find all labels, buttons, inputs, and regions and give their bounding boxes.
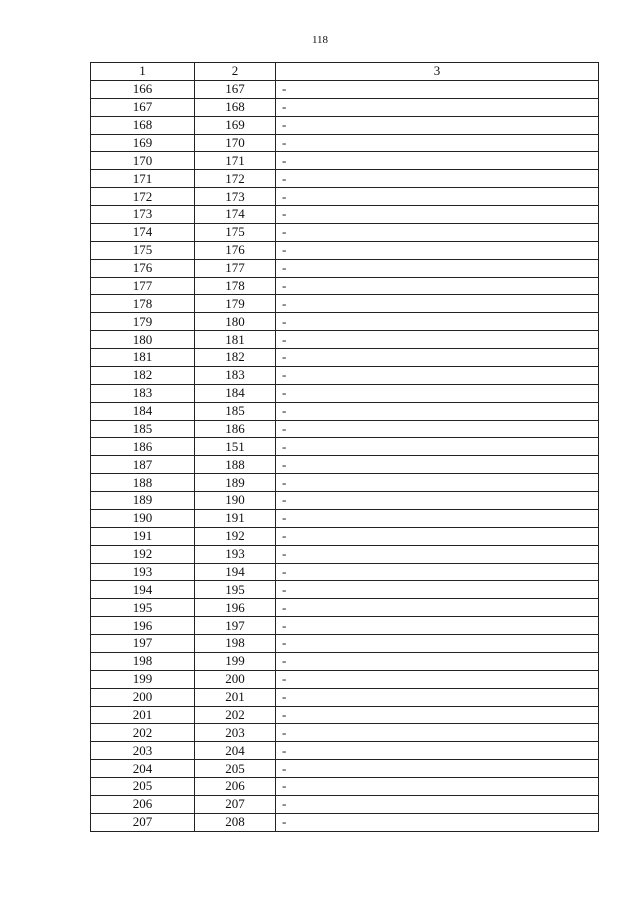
table-row	[91, 402, 599, 420]
table-cell-col-3: -	[276, 206, 599, 224]
table-cell-col-3: -	[276, 152, 599, 170]
table-cell-col-1: 198	[91, 652, 195, 670]
table-cell-col-3: -	[276, 170, 599, 188]
table-cell-col-2: 174	[195, 206, 276, 224]
table-cell-col-3: -	[276, 581, 599, 599]
table-cell-col-3: -	[276, 98, 599, 116]
table-cell-col-2: 197	[195, 617, 276, 635]
table-cell-col-3: -	[276, 438, 599, 456]
table-row	[91, 206, 599, 224]
table-cell-col-3: -	[276, 80, 599, 98]
table-cell-col-2: 207	[195, 795, 276, 813]
table-row	[91, 241, 599, 259]
table-cell-col-1: 199	[91, 670, 195, 688]
table-row	[91, 527, 599, 545]
table-cell-col-1: 181	[91, 349, 195, 367]
table-cell-col-1: 195	[91, 599, 195, 617]
table-cell-col-1: 188	[91, 474, 195, 492]
table-cell-col-3: -	[276, 366, 599, 384]
table-cell-col-2: 170	[195, 134, 276, 152]
table-cell-col-1: 179	[91, 313, 195, 331]
table-cell-col-2: 194	[195, 563, 276, 581]
table-cell-col-2: 202	[195, 706, 276, 724]
table-cell-col-2: 199	[195, 652, 276, 670]
table-row	[91, 313, 599, 331]
table-cell-col-1: 171	[91, 170, 195, 188]
table-cell-col-2: 185	[195, 402, 276, 420]
table-cell-col-3: -	[276, 778, 599, 796]
table-cell-col-3: -	[276, 241, 599, 259]
table-cell-col-2: 169	[195, 116, 276, 134]
table-cell-col-3: -	[276, 688, 599, 706]
table-cell-col-3: -	[276, 116, 599, 134]
table-cell-col-3: -	[276, 813, 599, 831]
table-cell-col-1: 205	[91, 778, 195, 796]
table-row	[91, 652, 599, 670]
table-cell-col-1: 168	[91, 116, 195, 134]
table-cell-col-3: -	[276, 635, 599, 653]
table-cell-col-2: 191	[195, 509, 276, 527]
table-cell-col-2: 190	[195, 492, 276, 510]
table-cell-col-2: 203	[195, 724, 276, 742]
table-row	[91, 438, 599, 456]
table-cell-col-2: 178	[195, 277, 276, 295]
table-cell-col-3: -	[276, 474, 599, 492]
table-cell-col-1: 174	[91, 223, 195, 241]
table-row	[91, 617, 599, 635]
table-cell-col-1: 172	[91, 188, 195, 206]
table-cell-col-1: 202	[91, 724, 195, 742]
table-cell-col-2: 204	[195, 742, 276, 760]
table-row	[91, 152, 599, 170]
table-cell-col-3: -	[276, 223, 599, 241]
table-cell-col-1: 184	[91, 402, 195, 420]
table-cell-col-1: 203	[91, 742, 195, 760]
table-cell-col-1: 182	[91, 366, 195, 384]
table-row	[91, 420, 599, 438]
table-cell-col-1: 197	[91, 635, 195, 653]
table-cell-col-2: 206	[195, 778, 276, 796]
table-cell-col-3: -	[276, 134, 599, 152]
page-number: 118	[311, 34, 329, 46]
table-row	[91, 581, 599, 599]
table-cell-col-2: 184	[195, 384, 276, 402]
table-row	[91, 98, 599, 116]
table-cell-col-1: 167	[91, 98, 195, 116]
table-row	[91, 545, 599, 563]
table-cell-col-1: 204	[91, 760, 195, 778]
table-cell-col-3: -	[276, 456, 599, 474]
table-cell-col-3: -	[276, 259, 599, 277]
table-cell-col-3: -	[276, 742, 599, 760]
table-row	[91, 599, 599, 617]
table-cell-col-3: -	[276, 724, 599, 742]
table-cell-col-3: -	[276, 509, 599, 527]
header-col-1: 1	[91, 63, 195, 81]
table-row	[91, 492, 599, 510]
table-row	[91, 331, 599, 349]
table-cell-col-3: -	[276, 617, 599, 635]
table-row	[91, 742, 599, 760]
table-row	[91, 474, 599, 492]
table-cell-col-2: 183	[195, 366, 276, 384]
table-cell-col-1: 201	[91, 706, 195, 724]
document-table	[90, 62, 599, 832]
table-cell-col-1: 170	[91, 152, 195, 170]
table-cell-col-2: 180	[195, 313, 276, 331]
table-row	[91, 563, 599, 581]
table-cell-col-3: -	[276, 402, 599, 420]
table-cell-col-1: 169	[91, 134, 195, 152]
table-row	[91, 688, 599, 706]
table-row	[91, 509, 599, 527]
table-cell-col-2: 181	[195, 331, 276, 349]
table-cell-col-3: -	[276, 545, 599, 563]
table-cell-col-3: -	[276, 384, 599, 402]
table-cell-col-3: -	[276, 188, 599, 206]
table-cell-col-2: 168	[195, 98, 276, 116]
table-row	[91, 635, 599, 653]
table-cell-col-2: 196	[195, 599, 276, 617]
table-header	[91, 63, 599, 81]
table-cell-col-3: -	[276, 349, 599, 367]
table-cell-col-2: 198	[195, 635, 276, 653]
table-cell-col-1: 166	[91, 80, 195, 98]
table-cell-col-3: -	[276, 563, 599, 581]
table-cell-col-2: 177	[195, 259, 276, 277]
table-cell-col-2: 192	[195, 527, 276, 545]
table-row	[91, 724, 599, 742]
table-row	[91, 366, 599, 384]
table-row	[91, 170, 599, 188]
table-cell-col-3: -	[276, 277, 599, 295]
table-row	[91, 813, 599, 831]
table-row	[91, 456, 599, 474]
table-cell-col-2: 205	[195, 760, 276, 778]
table-row	[91, 778, 599, 796]
table-cell-col-1: 207	[91, 813, 195, 831]
table-cell-col-3: -	[276, 599, 599, 617]
table-cell-col-2: 193	[195, 545, 276, 563]
table-cell-col-2: 173	[195, 188, 276, 206]
table-cell-col-3: -	[276, 760, 599, 778]
table-cell-col-1: 189	[91, 492, 195, 510]
header-row	[91, 63, 599, 81]
table-row	[91, 277, 599, 295]
table-cell-col-2: 201	[195, 688, 276, 706]
table-cell-col-1: 187	[91, 456, 195, 474]
table-cell-col-2: 200	[195, 670, 276, 688]
table-cell-col-2: 172	[195, 170, 276, 188]
table-cell-col-3: -	[276, 295, 599, 313]
table-cell-col-3: -	[276, 652, 599, 670]
table-cell-col-1: 176	[91, 259, 195, 277]
table-cell-col-1: 177	[91, 277, 195, 295]
table-cell-col-1: 192	[91, 545, 195, 563]
table-cell-col-3: -	[276, 527, 599, 545]
table-cell-col-2: 171	[195, 152, 276, 170]
table-cell-col-2: 151	[195, 438, 276, 456]
table-row	[91, 223, 599, 241]
table-cell-col-3: -	[276, 331, 599, 349]
table-row	[91, 295, 599, 313]
table-cell-col-3: -	[276, 420, 599, 438]
table-cell-col-2: 179	[195, 295, 276, 313]
table-row	[91, 188, 599, 206]
table-cell-col-3: -	[276, 670, 599, 688]
header-col-3: 3	[276, 63, 599, 81]
table-cell-col-3: -	[276, 706, 599, 724]
table-cell-col-2: 182	[195, 349, 276, 367]
table-row	[91, 116, 599, 134]
table-row	[91, 706, 599, 724]
table-row	[91, 760, 599, 778]
table-cell-col-1: 193	[91, 563, 195, 581]
table-cell-col-2: 175	[195, 223, 276, 241]
table-cell-col-3: -	[276, 492, 599, 510]
table-cell-col-1: 185	[91, 420, 195, 438]
table-cell-col-2: 186	[195, 420, 276, 438]
table-row	[91, 384, 599, 402]
header-col-2: 2	[195, 63, 276, 81]
table-cell-col-1: 200	[91, 688, 195, 706]
table-cell-col-1: 178	[91, 295, 195, 313]
table-cell-col-1: 183	[91, 384, 195, 402]
table-cell-col-1: 196	[91, 617, 195, 635]
table-cell-col-1: 206	[91, 795, 195, 813]
table-cell-col-2: 195	[195, 581, 276, 599]
table-cell-col-1: 194	[91, 581, 195, 599]
table-cell-col-2: 189	[195, 474, 276, 492]
table-cell-col-2: 167	[195, 80, 276, 98]
table-cell-col-1: 180	[91, 331, 195, 349]
table-cell-col-1: 190	[91, 509, 195, 527]
table-cell-col-1: 191	[91, 527, 195, 545]
table-row	[91, 349, 599, 367]
table-cell-col-1: 173	[91, 206, 195, 224]
table-row	[91, 795, 599, 813]
table-cell-col-1: 175	[91, 241, 195, 259]
table-row	[91, 134, 599, 152]
table-body	[91, 80, 599, 831]
table-cell-col-2: 176	[195, 241, 276, 259]
table-cell-col-3: -	[276, 313, 599, 331]
table-cell-col-3: -	[276, 795, 599, 813]
table-cell-col-2: 188	[195, 456, 276, 474]
table-row	[91, 259, 599, 277]
table-cell-col-2: 208	[195, 813, 276, 831]
table-cell-col-1: 186	[91, 438, 195, 456]
table-row	[91, 670, 599, 688]
table-row	[91, 80, 599, 98]
